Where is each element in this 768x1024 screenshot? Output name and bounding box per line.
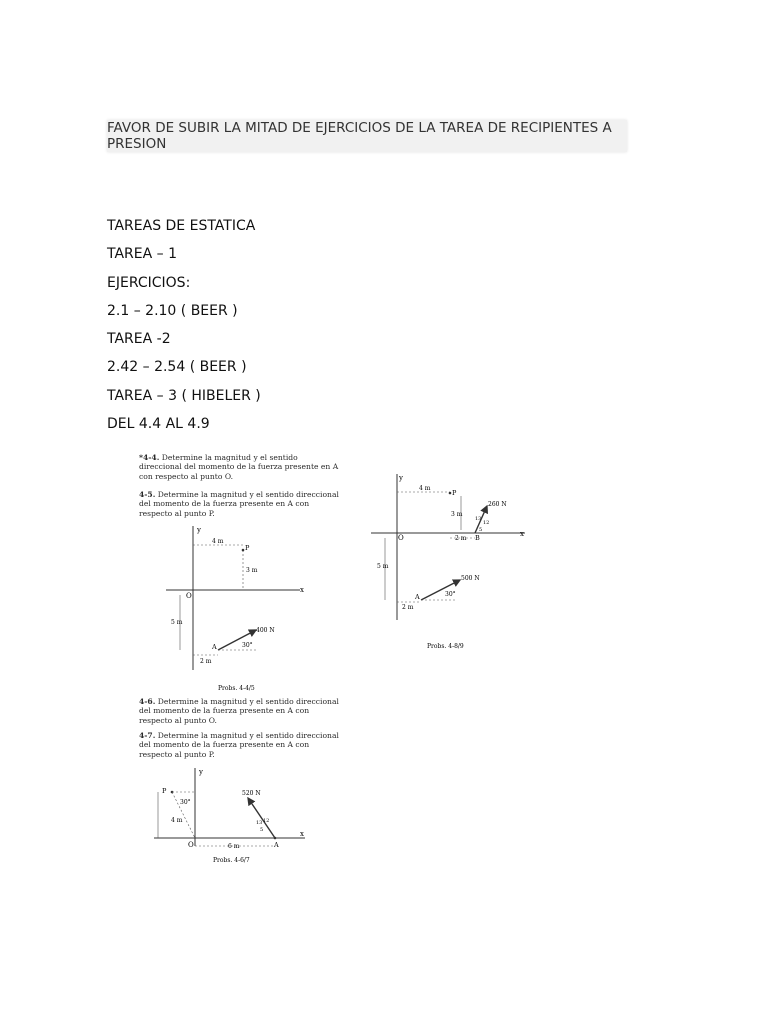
problem-statement: Determine la magnitud y el sentido direccional del momento de la fuerza presente en A con respecto al punto O. (139, 453, 339, 481)
figure-caption: Probs. 4-4/5 (218, 685, 255, 692)
point-a-label: A (274, 841, 279, 849)
angle-label: 30° (445, 591, 456, 598)
notice-text: FAVOR DE SUBIR LA MITAD DE EJERCICIOS DE LA TAREA DE RECIPIENTES A PRESION (107, 120, 627, 152)
problem-4-6 (139, 697, 339, 725)
figure-probs-4-8-9 (365, 468, 545, 653)
point-a-label: A (212, 643, 217, 651)
force-a-label: 500 N (461, 575, 480, 582)
line-ejercicios: EJERCICIOS: (107, 275, 191, 291)
dim-4m-label: 4 m (419, 485, 431, 492)
y-axis-label: y (199, 768, 203, 776)
line-range-1: 2.1 – 2.10 ( BEER ) (107, 303, 238, 319)
point-p-label: P (162, 787, 167, 795)
problem-statement: Determine la magnitud y el sentido direccional del momento de la fuerza presente en A con respecto al punto O. (139, 697, 339, 725)
line-range-3: DEL 4.4 AL 4.9 (107, 416, 210, 432)
line-tareas-estatica: TAREAS DE ESTATICA (107, 218, 256, 234)
line-range-2: 2.42 – 2.54 ( BEER ) (107, 359, 247, 375)
dim-3m-label: 3 m (246, 567, 258, 574)
x-axis-label: x (300, 830, 304, 838)
figure-probs-4-4-5 (160, 520, 310, 696)
dim-5m-label: 5 m (377, 563, 389, 570)
x-axis-label: x (300, 586, 304, 594)
problem-4-5 (139, 490, 339, 518)
line-tarea-1: TAREA – 1 (107, 246, 177, 262)
slope-12-label: 12 (263, 818, 270, 824)
force-label: 520 N (242, 790, 261, 797)
point-p-label: P (245, 544, 250, 552)
dim-6m-label: 6 m (228, 843, 240, 850)
slope-13-label: 13 (475, 516, 482, 522)
slope-12-label: 12 (483, 520, 490, 526)
dim-2m-top-label: 2 m (455, 535, 467, 542)
line-tarea-3: TAREA – 3 ( HIBELER ) (107, 388, 261, 404)
problem-statement: Determine la magnitud y el sentido direccional del momento de la fuerza presente en A con respecto al punto P. (139, 731, 339, 759)
problem-number: *4-4. (139, 453, 160, 462)
force-b-label: 260 N (488, 501, 507, 508)
slope-5-label: 5 (479, 527, 483, 533)
slope-13-label: 13 (256, 820, 263, 826)
origin-label: O (398, 534, 404, 542)
y-axis-label: y (197, 526, 201, 534)
problem-number: 4-7. (139, 731, 156, 740)
x-axis-label: x (520, 530, 524, 538)
angle-label: 30° (180, 799, 191, 806)
problem-statement: Determine la magnitud y el sentido direccional del momento de la fuerza presente en A con respecto al punto P. (139, 490, 339, 518)
line-tarea-2: TAREA -2 (107, 331, 171, 347)
point-p (449, 492, 452, 495)
figure-caption: Probs. 4-8/9 (427, 643, 464, 650)
point-a-label: A (415, 593, 420, 601)
origin-label: O (188, 841, 194, 849)
slope-5-label: 5 (260, 827, 264, 833)
dim-4m-label: 4 m (212, 538, 224, 545)
figure-caption: Probs. 4-6/7 (213, 857, 250, 864)
angle-label: 30° (242, 642, 253, 649)
dim-2m-bottom-label: 2 m (402, 604, 414, 611)
y-axis-label: y (399, 474, 403, 482)
problem-4-4 (139, 453, 339, 481)
figure-probs-4-6-7 (150, 762, 320, 868)
dim-2m-label: 2 m (200, 658, 212, 665)
force-label: 400 N (256, 627, 275, 634)
dim-3m-label: 3 m (451, 511, 463, 518)
point-b-label: B (475, 534, 480, 542)
problem-number: 4-5. (139, 490, 156, 499)
origin-label: O (186, 592, 192, 600)
problem-4-7 (139, 731, 339, 759)
point-p-label: P (452, 489, 457, 497)
problem-number: 4-6. (139, 697, 156, 706)
dim-4m-label: 4 m (171, 817, 183, 824)
point-p (242, 549, 245, 552)
dim-5m-label: 5 m (171, 619, 183, 626)
